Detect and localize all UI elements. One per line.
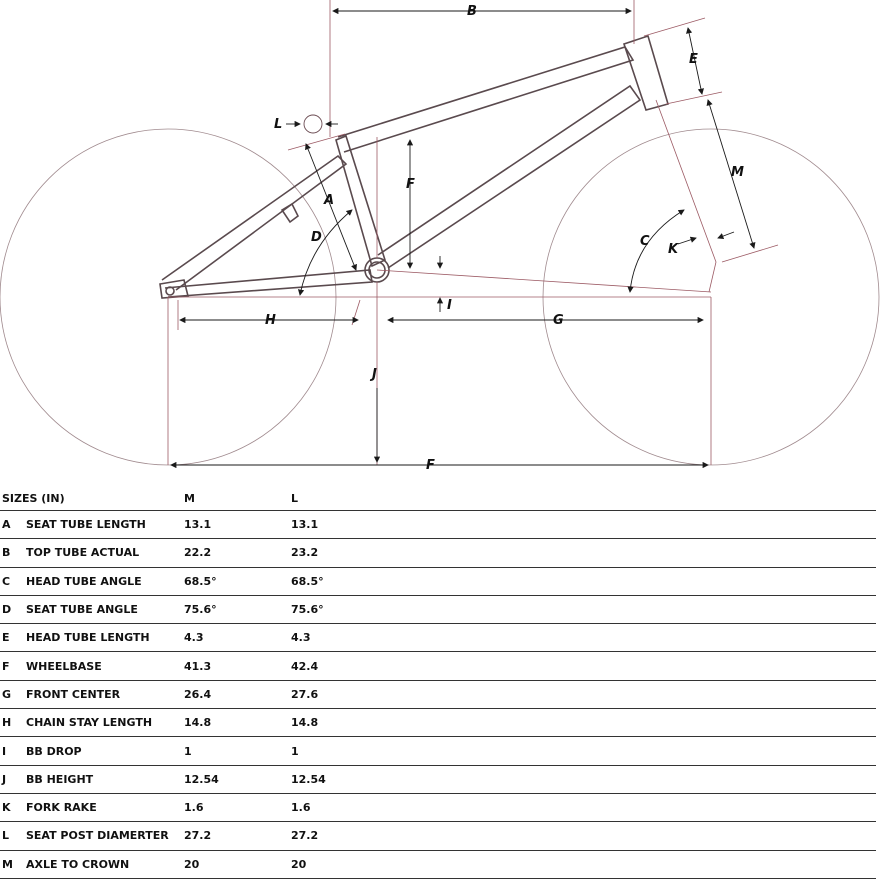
row-value-m: 13.1 <box>184 511 291 539</box>
row-value-m: 1 <box>184 737 291 765</box>
row-key: C <box>0 567 26 595</box>
row-name: HEAD TUBE LENGTH <box>26 624 184 652</box>
table-row <box>0 822 876 850</box>
table-row <box>0 595 876 623</box>
row-value-l: 4.3 <box>291 624 876 652</box>
row-value-l: 68.5° <box>291 567 876 595</box>
row-value-l: 1 <box>291 737 876 765</box>
row-name: BB HEIGHT <box>26 765 184 793</box>
label-a: A <box>324 193 335 208</box>
row-value-m: 22.2 <box>184 539 291 567</box>
row-name: SEAT POST DIAMERTER <box>26 822 184 850</box>
frame-outline <box>160 36 668 298</box>
label-h: H <box>265 313 276 328</box>
row-value-m: 75.6° <box>184 595 291 623</box>
row-key: L <box>0 822 26 850</box>
row-key: M <box>0 850 26 878</box>
row-value-l: 1.6 <box>291 793 876 821</box>
row-value-m: 20 <box>184 850 291 878</box>
table-row <box>0 737 876 765</box>
row-name: WHEELBASE <box>26 652 184 680</box>
row-key: B <box>0 539 26 567</box>
label-m: M <box>731 165 744 180</box>
header-sizes: SIZES (IN) <box>0 486 184 511</box>
row-key: D <box>0 595 26 623</box>
geometry-table <box>0 486 876 879</box>
row-value-m: 12.54 <box>184 765 291 793</box>
row-value-l: 20 <box>291 850 876 878</box>
row-key: F <box>0 652 26 680</box>
row-value-l: 12.54 <box>291 765 876 793</box>
row-value-l: 14.8 <box>291 709 876 737</box>
row-name: AXLE TO CROWN <box>26 850 184 878</box>
label-g: G <box>553 313 564 328</box>
row-key: A <box>0 511 26 539</box>
guide-lines <box>168 0 778 465</box>
label-e: E <box>689 52 698 67</box>
row-value-m: 41.3 <box>184 652 291 680</box>
seat-post-circle <box>304 115 322 133</box>
row-value-m: 26.4 <box>184 680 291 708</box>
row-value-l: 75.6° <box>291 595 876 623</box>
dimension-arrows <box>171 11 754 465</box>
table-row <box>0 850 876 878</box>
row-name: SEAT TUBE ANGLE <box>26 595 184 623</box>
row-name: FORK RAKE <box>26 793 184 821</box>
row-key: K <box>0 793 26 821</box>
row-key: J <box>0 765 26 793</box>
row-value-l: 23.2 <box>291 539 876 567</box>
row-name: BB DROP <box>26 737 184 765</box>
label-j: J <box>372 367 377 382</box>
row-name: HEAD TUBE ANGLE <box>26 567 184 595</box>
row-key: I <box>0 737 26 765</box>
label-d: D <box>311 230 322 245</box>
table-row <box>0 567 876 595</box>
table-row <box>0 793 876 821</box>
label-f-bottom: F <box>426 458 435 473</box>
row-value-l: 27.2 <box>291 822 876 850</box>
row-name: TOP TUBE ACTUAL <box>26 539 184 567</box>
row-value-l: 42.4 <box>291 652 876 680</box>
row-key: E <box>0 624 26 652</box>
row-key: G <box>0 680 26 708</box>
row-name: CHAIN STAY LENGTH <box>26 709 184 737</box>
row-value-m: 27.2 <box>184 822 291 850</box>
table-row <box>0 765 876 793</box>
row-value-l: 27.6 <box>291 680 876 708</box>
label-l: L <box>274 117 283 132</box>
row-value-l: 13.1 <box>291 511 876 539</box>
label-k: K <box>668 242 679 257</box>
label-c: C <box>640 234 650 249</box>
table-header-row <box>0 486 876 511</box>
table-row <box>0 652 876 680</box>
row-value-m: 1.6 <box>184 793 291 821</box>
label-b: B <box>467 4 477 19</box>
row-key: H <box>0 709 26 737</box>
row-value-m: 68.5° <box>184 567 291 595</box>
table-row <box>0 511 876 539</box>
row-name: FRONT CENTER <box>26 680 184 708</box>
table-row <box>0 680 876 708</box>
row-value-m: 4.3 <box>184 624 291 652</box>
table-row <box>0 624 876 652</box>
header-size-l: L <box>291 486 876 511</box>
label-i: I <box>447 298 452 313</box>
label-f-top: F <box>406 177 415 192</box>
table-row <box>0 539 876 567</box>
header-size-m: M <box>184 486 291 511</box>
table-row <box>0 709 876 737</box>
row-name: SEAT TUBE LENGTH <box>26 511 184 539</box>
row-value-m: 14.8 <box>184 709 291 737</box>
